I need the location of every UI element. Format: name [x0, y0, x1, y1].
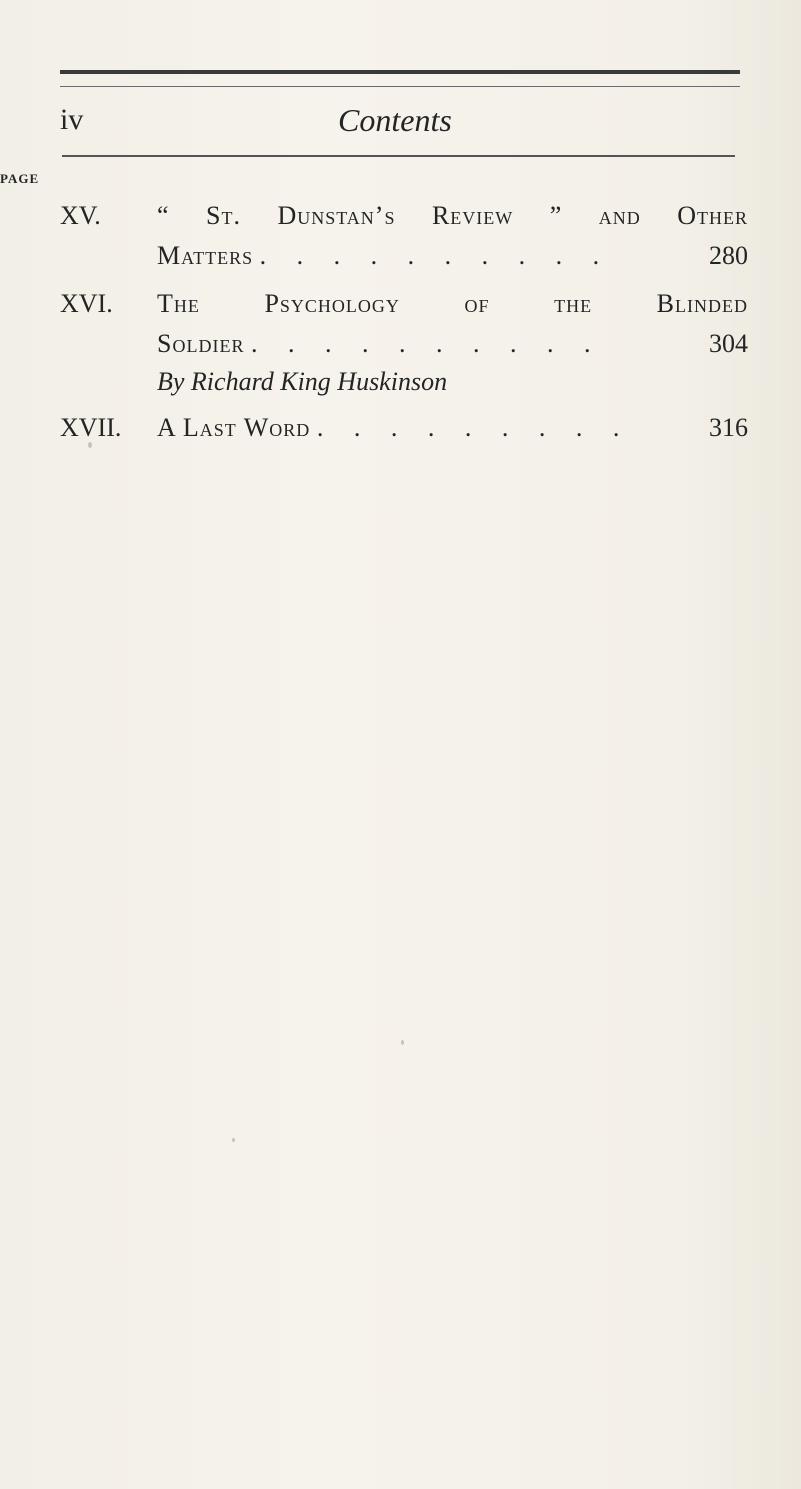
entry-title: A Last Word: [157, 413, 311, 442]
paper-speck: [88, 442, 92, 448]
page-reference: 280: [709, 241, 748, 270]
toc-entry-xv-line2: [60, 236, 748, 276]
entry-title: The Psychology of the Blinded: [157, 289, 748, 318]
toc-entry-xvii-line1: [60, 408, 748, 448]
chapter-number: XVII.: [60, 413, 122, 442]
chapter-number: XV.: [60, 201, 101, 230]
entry-title-end: Matters: [157, 241, 254, 270]
dot-leader: . . . . . . . . .: [316, 413, 632, 442]
page-reference: 316: [709, 413, 748, 442]
paper-speck: [401, 1040, 404, 1045]
toc-entry-xvi-line2: [60, 324, 748, 364]
running-title: Contents: [338, 102, 452, 138]
page-header: [60, 96, 740, 146]
header-rule: [62, 155, 735, 157]
author-byline: By Richard King Huskinson: [157, 367, 448, 396]
page-reference: 304: [709, 329, 748, 358]
chapter-number: XVI.: [60, 289, 113, 318]
dot-leader: . . . . . . . . . .: [250, 329, 603, 358]
paper-speck: [232, 1138, 235, 1142]
entry-title-end: Soldier: [157, 329, 245, 358]
toc-entry-xvi-line1: [60, 284, 748, 324]
top-border-rule: [60, 70, 740, 74]
toc-entry-xvi-byline: [60, 362, 748, 402]
toc-entry-xv-line1: [60, 196, 748, 236]
entry-title-continued: [157, 408, 631, 448]
dot-leader: . . . . . . . . . .: [259, 241, 612, 270]
entry-title-continued: [157, 324, 602, 364]
entry-title-continued: [157, 236, 611, 276]
page-column-label: PAGE: [0, 171, 801, 1489]
top-thin-rule: [60, 86, 740, 87]
entry-title: “ St. Dunstan’s Review ” and Other: [157, 201, 748, 230]
page-number: iv: [60, 103, 84, 136]
